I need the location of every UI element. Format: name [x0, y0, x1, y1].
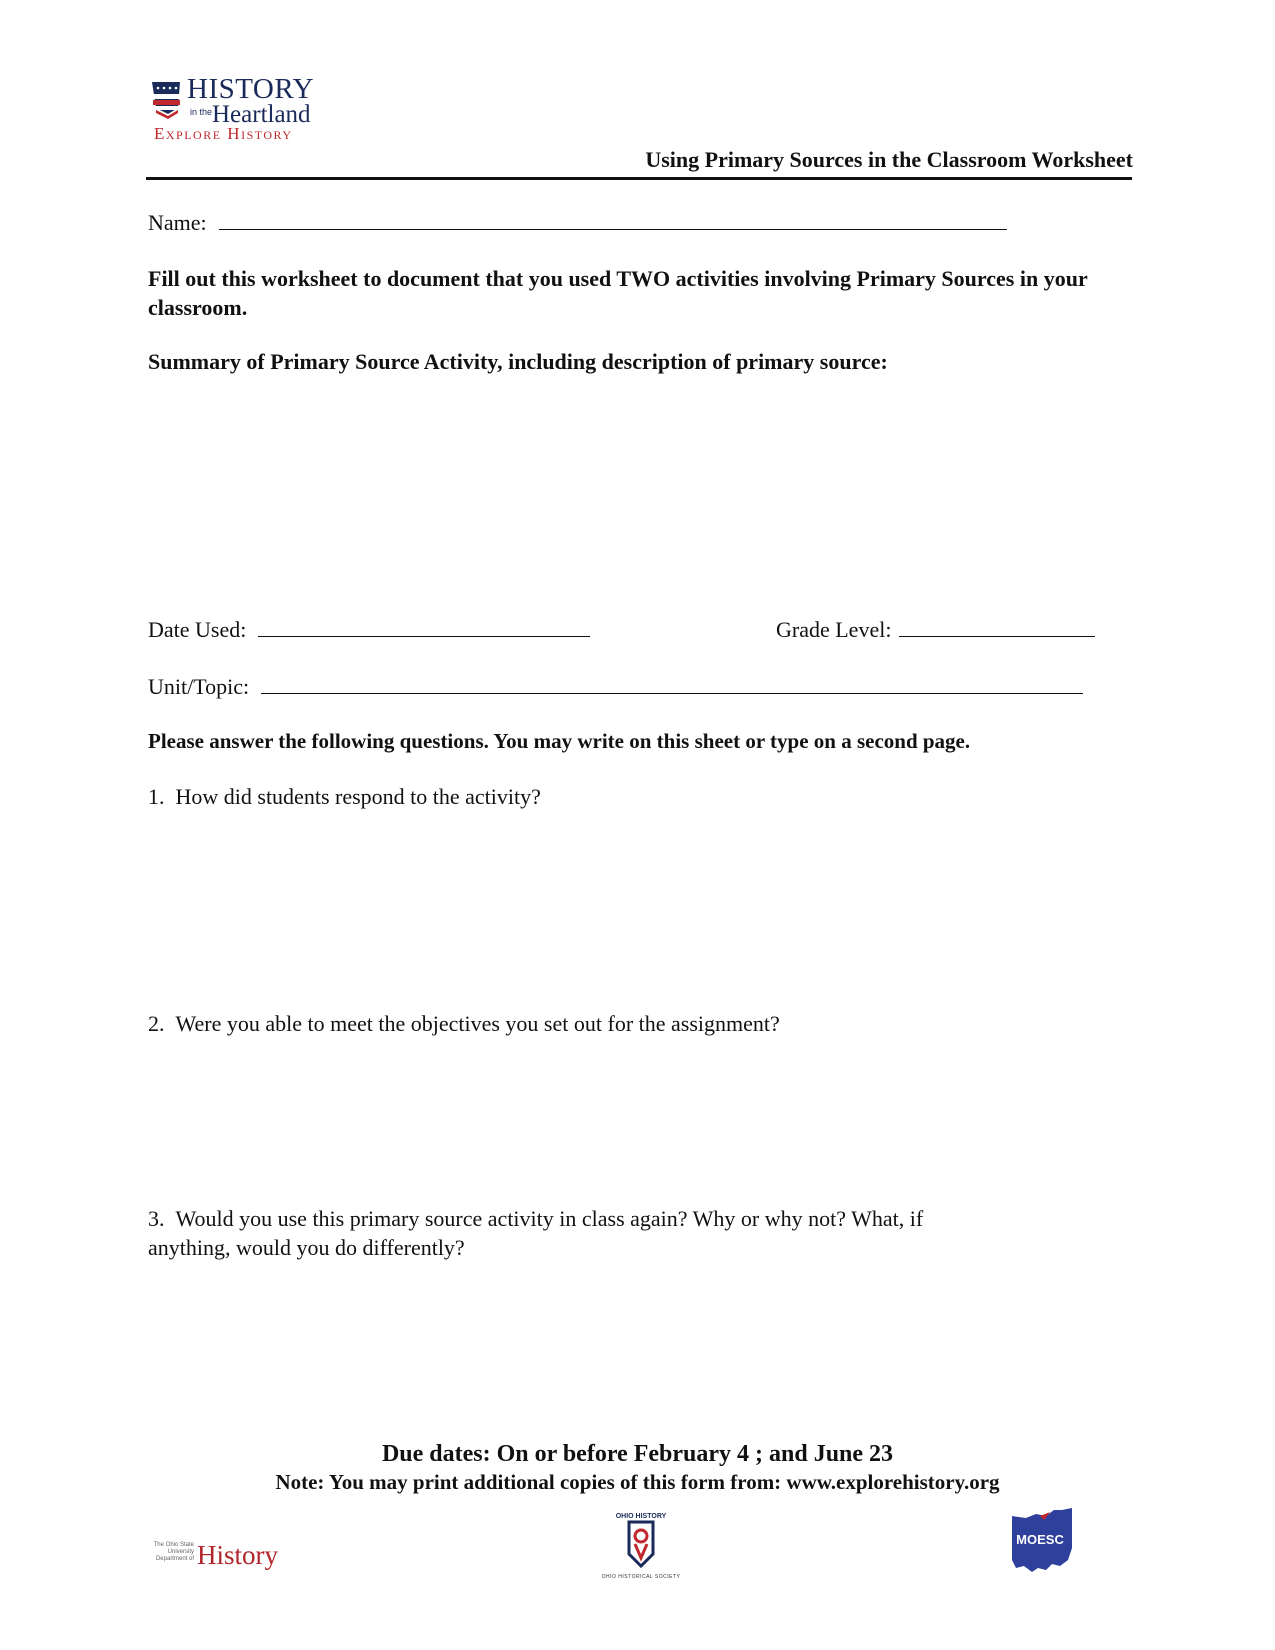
question-text: Were you able to meet the objectives you set out for the assignment?: [175, 1011, 780, 1036]
questions-intro: Please answer the following questions. You may write on this sheet or type on a second page.: [148, 729, 971, 753]
logo-explore-history-text: Explore History: [154, 124, 293, 143]
ohio-history-seal-icon: [596, 1510, 686, 1574]
unit-topic-field: [148, 673, 1083, 701]
answer-area-3[interactable]: [148, 1268, 1108, 1428]
ohio-historical-society-logo: [596, 1510, 686, 1582]
osu-department-text: The Ohio State University Department of: [153, 1542, 194, 1562]
unit-topic-input-line[interactable]: [261, 673, 1083, 694]
question-number: 3.: [148, 1206, 165, 1231]
history-in-the-heartland-logo: [150, 73, 330, 146]
question-3-continued: anything, would you do differently?: [148, 1235, 465, 1260]
header-divider: [146, 177, 1132, 180]
document-title: Using Primary Sources in the Classroom Worksheet: [645, 147, 1133, 172]
grade-level-label: Grade Level:: [776, 617, 892, 642]
name-input-line[interactable]: [219, 209, 1007, 230]
flag-state-logo-icon: [150, 80, 184, 120]
summary-heading: Summary of Primary Source Activity, including description of primary source:: [148, 349, 888, 374]
ohio-state-shape-icon: [1010, 1508, 1074, 1574]
due-dates: Due dates: On or before February 4 ; and June 23: [381, 1441, 894, 1467]
question-text-line-1: Would you use this primary source activity in class again? Why or why not? What, if: [175, 1206, 924, 1231]
question-number: 1.: [148, 784, 165, 809]
instruction-text: Fill out this worksheet to document that you used TWO activities involving Primary Sources in your classroom.: [148, 266, 1088, 320]
name-label: Name:: [148, 210, 207, 235]
question-number: 2.: [148, 1011, 165, 1036]
question-3: [148, 1205, 923, 1233]
question-text: How did students respond to the activity?: [175, 784, 541, 809]
grade-level-field: [776, 616, 1095, 644]
question-1: [148, 783, 541, 811]
question-2: [148, 1010, 780, 1038]
ohs-bottom-text: OHIO HISTORICAL SOCIETY: [601, 1574, 681, 1580]
unit-topic-label: Unit/Topic:: [148, 674, 250, 699]
answer-area-2[interactable]: [148, 1042, 1108, 1202]
name-field: [148, 209, 1007, 237]
print-copies-note: Note: You may print additional copies of this form from: www.explorehistory.org: [275, 1470, 1000, 1494]
osu-history-text: History: [197, 1540, 278, 1570]
answer-area-1[interactable]: [148, 815, 1108, 1005]
logo-heartland-text: Heartland: [212, 101, 311, 128]
date-used-label: Date Used:: [148, 617, 247, 642]
osu-history-logo: [150, 1540, 300, 1574]
date-used-field: [148, 616, 590, 644]
logo-in-the-text: in the: [190, 107, 213, 117]
moesc-logo: [1010, 1508, 1074, 1574]
logo-history-text: HISTORY: [187, 73, 315, 105]
grade-level-input-line[interactable]: [899, 616, 1095, 637]
date-used-input-line[interactable]: [258, 616, 590, 637]
summary-answer-area[interactable]: [148, 385, 1108, 585]
ohs-top-text: OHIO HISTORY: [615, 1513, 667, 1520]
moesc-text: MOESC: [1016, 1532, 1064, 1547]
